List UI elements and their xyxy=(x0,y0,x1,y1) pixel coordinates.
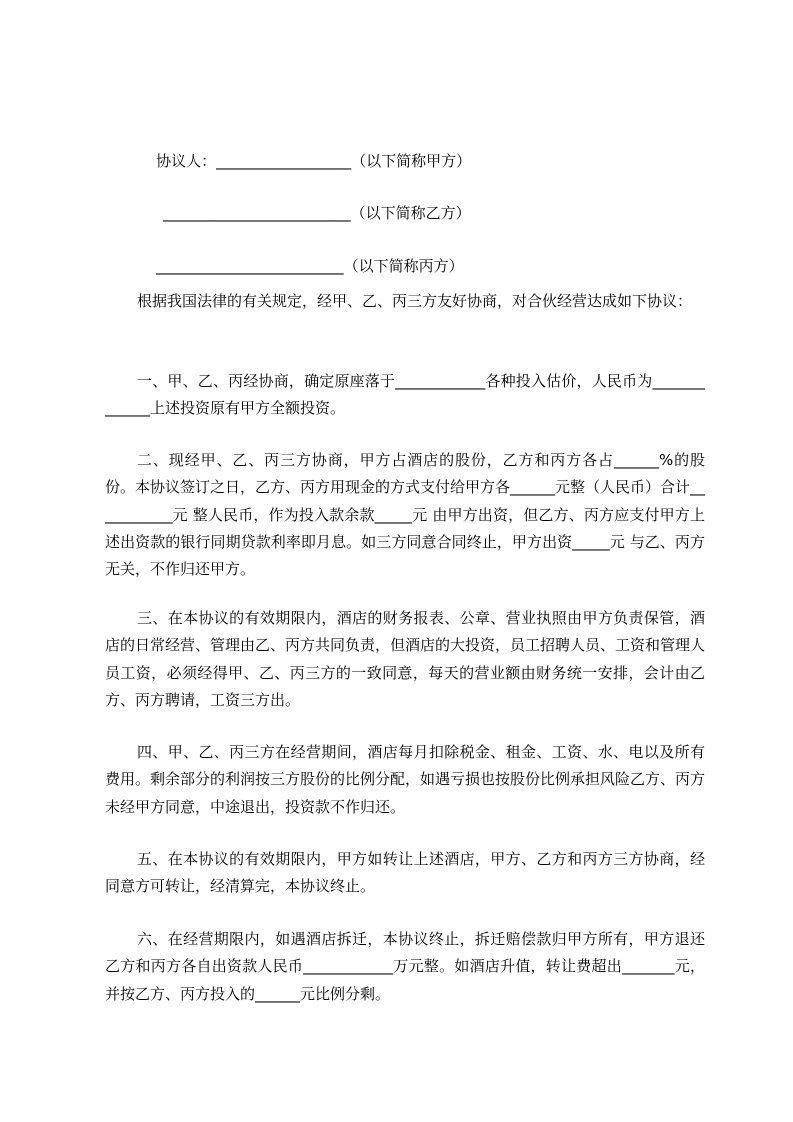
intro-paragraph: 根据我国法律的有关规定，经甲、乙、丙三方友好协商，对合伙经营达成如下协议： xyxy=(137,292,693,310)
party-c-line xyxy=(137,236,464,296)
party-a-line xyxy=(137,131,471,191)
party-a-suffix: （以下简称甲方） xyxy=(351,152,472,170)
clause-4: 四、甲、乙、丙三方在经营期间，酒店每月扣除税金、租金、工资、水、电以及所有费用。剩余部分的利润按三方股份的比例分配，如遇亏损也按股份比例承担风险乙方、丙方未经甲方同意，中途退出，投资款不作归还。 xyxy=(105,743,706,816)
party-b-line xyxy=(144,183,471,243)
party-a-label: 协议人： xyxy=(156,152,217,170)
party-a-blank: __________________ xyxy=(216,152,352,170)
clause-2: 二、现经甲、乙、丙三方协商，甲方占酒店的股份，乙方和丙方各占______%的股份。本协议签订之日，乙方、丙方用现金的方式支付给甲方各______元整（人民币）合计___________元 整人民币，作为投入款余款_____元 由甲方出资，但乙方、丙方应支付甲方上述出资款的银行同期贷款利率即月息。如三方同意合同终止，甲方出资_____元 与乙、丙方无关，不作归还甲方。 xyxy=(105,451,706,579)
party-b-suffix: （以下简称乙方） xyxy=(350,204,471,222)
clause-6: 六、在经营期限内，如遇酒店拆迁，本协议终止，拆迁赔偿款归甲方所有，甲方退还乙方和丙方各自出资款人民币____________万元整。如酒店升值，转让费超出_______元，并按乙方、丙方投入的______元比例分剩。 xyxy=(105,930,705,1003)
clause-5: 五、在本协议的有效期限内，甲方如转让上述酒店，甲方、乙方和丙方三方协商，经同意方可转让，经清算完，本协议终止。 xyxy=(105,850,705,896)
clause-3: 三、在本协议的有效期限内，酒店的财务报表、公章、营业执照由甲方负责保管，酒店的日常经营、管理由乙、丙方共同负责，但酒店的大投资，员工招聘人员、工资和管理人员工资，必须经得甲、乙、丙三方的一致同意，每天的营业额由财务统一安排，会计由乙方、丙方聘请，工资三方出。 xyxy=(105,609,706,709)
party-b-blank: _________________________ xyxy=(163,204,351,222)
party-c-suffix: （以下简称丙方） xyxy=(343,257,464,275)
clause-1: 一、甲、乙、丙经协商，确定原座落于____________各种投入估价，人民币为_____________上述投资原有甲方全额投资。 xyxy=(105,372,705,418)
party-c-blank: _________________________ xyxy=(156,257,344,275)
